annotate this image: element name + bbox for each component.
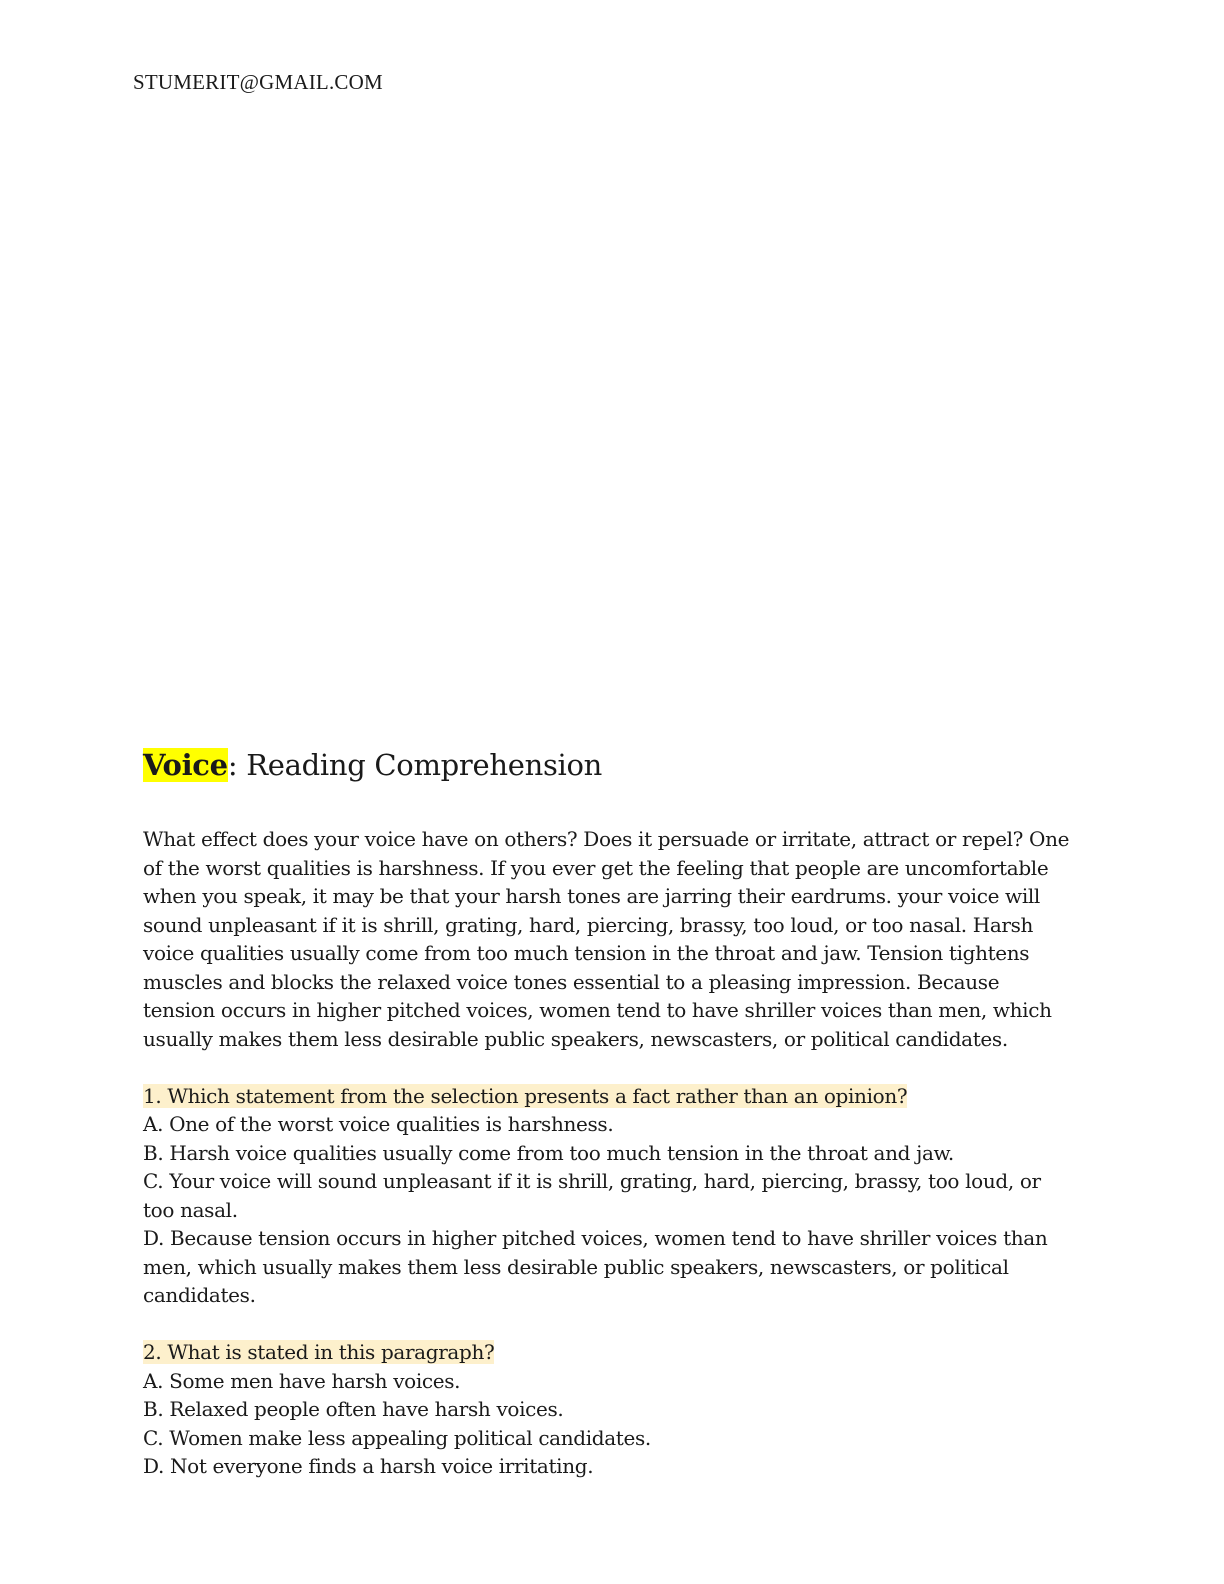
question-1-stem: 1. Which statement from the selection presents a fact rather than an opinion? xyxy=(143,1083,908,1108)
reading-passage: What effect does your voice have on others? Does it persuade or irritate, attract or repel? One of the worst qualities is harshness. If you ever get the feeling that people are uncomfortable when you speak, it may be that your harsh tones are jarring their eardrums. your voice will sound unpleasant if it is shrill, grating, hard, piercing, brassy, too loud, or too nasal. Harsh voice qualities usually come from too much tension in the throat and jaw. Tension tightens muscles and blocks the relaxed voice tones essential to a pleasing impression. Because tension occurs in higher pitched voices, women tend to have shriller voices than men, which usually makes them less desirable public speakers, newscasters, or political candidates. xyxy=(143,827,1070,1051)
title-separator: : xyxy=(227,748,238,782)
question-1-option-c: C. Your voice will sound unpleasant if it is shrill, grating, hard, piercing, brassy, too loud, or too nasal. xyxy=(143,1169,1041,1222)
question-2-option-b: B. Relaxed people often have harsh voices. xyxy=(143,1397,564,1421)
document-body xyxy=(143,745,1073,1481)
question-1-options xyxy=(143,1110,1073,1310)
question-2-stem: 2. What is stated in this paragraph? xyxy=(143,1340,495,1364)
title-keyword: Voice xyxy=(143,748,228,782)
question-1 xyxy=(143,1082,1073,1310)
question-1-option-d: D. Because tension occurs in higher pitched voices, women tend to have shriller voices than men, which usually makes them less desirable public speakers, newscasters, or political candidates. xyxy=(143,1226,1048,1307)
question-2-options xyxy=(143,1367,1073,1481)
question-1-option-b: B. Harsh voice qualities usually come from too much tension in the throat and jaw. xyxy=(143,1140,954,1165)
header-email: STUMERIT@GMAIL.COM xyxy=(133,70,383,94)
title-rest: Reading Comprehension xyxy=(237,748,603,782)
question-2-option-c: C. Women make less appealing political candidates. xyxy=(143,1425,651,1450)
question-1-option-a: A. One of the worst voice qualities is harshness. xyxy=(143,1112,614,1136)
question-2 xyxy=(143,1338,1073,1481)
document-title xyxy=(143,745,1073,785)
question-2-option-d: D. Not everyone finds a harsh voice irritating. xyxy=(143,1454,594,1478)
question-2-option-a: A. Some men have harsh voices. xyxy=(143,1368,461,1393)
